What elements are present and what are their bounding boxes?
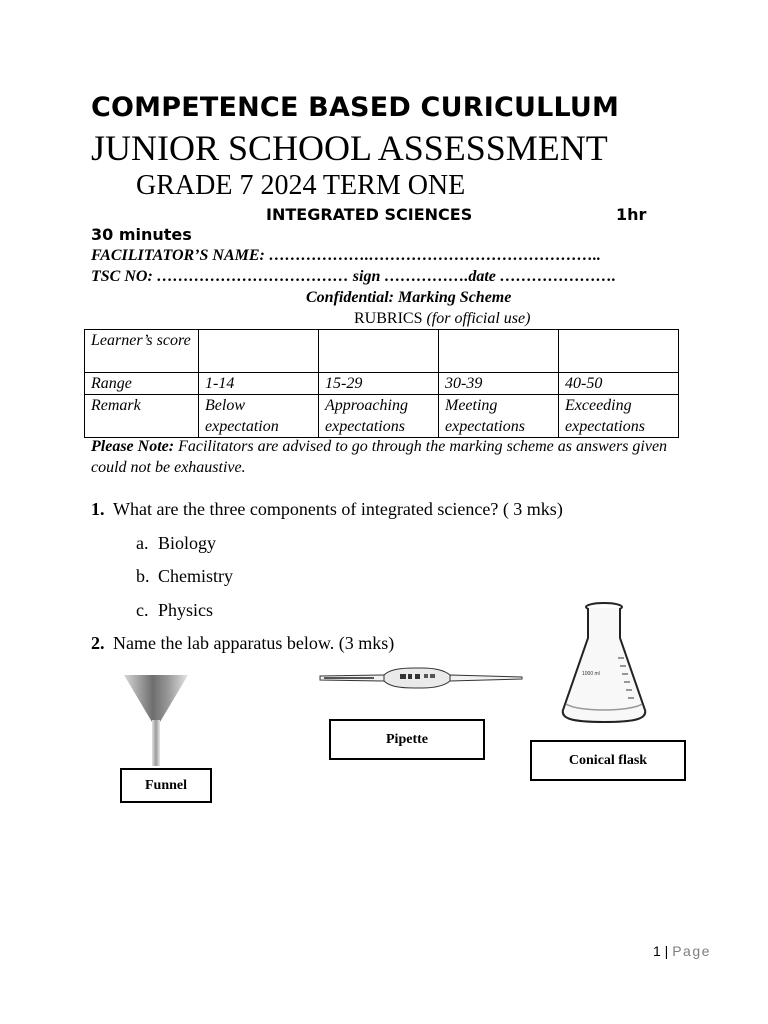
curriculum-heading: COMPETENCE BASED CURICULLUM xyxy=(91,92,620,123)
answer-item xyxy=(136,600,213,621)
conical-flask-image xyxy=(558,600,650,724)
assessment-title: JUNIOR SCHOOL ASSESSMENT xyxy=(91,128,608,168)
table-cell: 40-50 xyxy=(559,373,679,395)
question-text: What are the three components of integrated science? ( 3 mks) xyxy=(113,499,563,519)
question-number: 1. xyxy=(91,499,105,519)
score-cell xyxy=(319,330,439,373)
confidential-label: Confidential: Marking Scheme xyxy=(306,289,512,306)
funnel-label-box: Funnel xyxy=(120,768,212,803)
grade-term-heading: GRADE 7 2024 TERM ONE xyxy=(136,170,466,201)
score-cell xyxy=(199,330,319,373)
question-text: Name the lab apparatus below. (3 mks) xyxy=(113,633,395,653)
answer-item xyxy=(136,533,216,554)
rubrics-table xyxy=(84,329,679,438)
facilitator-name-line: FACILITATOR’S NAME: ……………….…………………………………….. xyxy=(91,247,601,264)
pipette-image xyxy=(318,666,528,690)
tsc-sign-date-line: TSC NO: ……………………………… sign …………….date …………………. xyxy=(91,268,616,285)
page-number-footer xyxy=(653,943,711,959)
table-row xyxy=(85,395,679,438)
table-cell: Remark xyxy=(85,395,199,438)
question-1 xyxy=(91,499,563,520)
rubrics-caption-main: RUBRICS xyxy=(354,310,427,327)
answer-text: Physics xyxy=(158,600,214,620)
table-cell: Learner’s score xyxy=(85,330,199,373)
table-row xyxy=(85,373,679,395)
note-label: Please Note: xyxy=(91,438,175,455)
subject-heading: INTEGRATED SCIENCES xyxy=(266,205,473,224)
table-cell: Exceeding expectations xyxy=(559,395,679,438)
answer-letter: a. xyxy=(136,533,149,553)
score-cell xyxy=(559,330,679,373)
please-note xyxy=(91,436,671,478)
answer-item xyxy=(136,566,233,587)
page-word: Page xyxy=(672,943,711,959)
question-2 xyxy=(91,633,394,654)
table-cell: Below expectation xyxy=(199,395,319,438)
table-cell: Range xyxy=(85,373,199,395)
flask-volume-marking: 1000 ml xyxy=(582,671,600,677)
page-separator: | xyxy=(660,943,673,959)
duration-minutes: 30 minutes xyxy=(91,225,192,244)
funnel-image xyxy=(120,672,200,772)
answer-text: Biology xyxy=(158,533,217,553)
rubrics-caption xyxy=(354,310,530,328)
table-cell: Approaching expectations xyxy=(319,395,439,438)
note-text: Facilitators are advised to go through the marking scheme as answers given could not be exhaustive. xyxy=(91,438,668,476)
page-number: 1 xyxy=(653,943,661,959)
table-cell: 30-39 xyxy=(439,373,559,395)
rubrics-caption-note: (for official use) xyxy=(426,310,531,327)
table-row xyxy=(85,330,679,373)
pipette-label-box: Pipette xyxy=(329,719,485,760)
score-cell xyxy=(439,330,559,373)
answer-text: Chemistry xyxy=(158,566,233,586)
answer-letter: b. xyxy=(136,566,150,586)
table-cell: Meeting expectations xyxy=(439,395,559,438)
table-cell: 1-14 xyxy=(199,373,319,395)
table-cell: 15-29 xyxy=(319,373,439,395)
answer-letter: c. xyxy=(136,600,149,620)
question-number: 2. xyxy=(91,633,105,653)
conical-flask-label-box: Conical flask xyxy=(530,740,686,781)
duration-hours: 1hr xyxy=(616,205,647,224)
